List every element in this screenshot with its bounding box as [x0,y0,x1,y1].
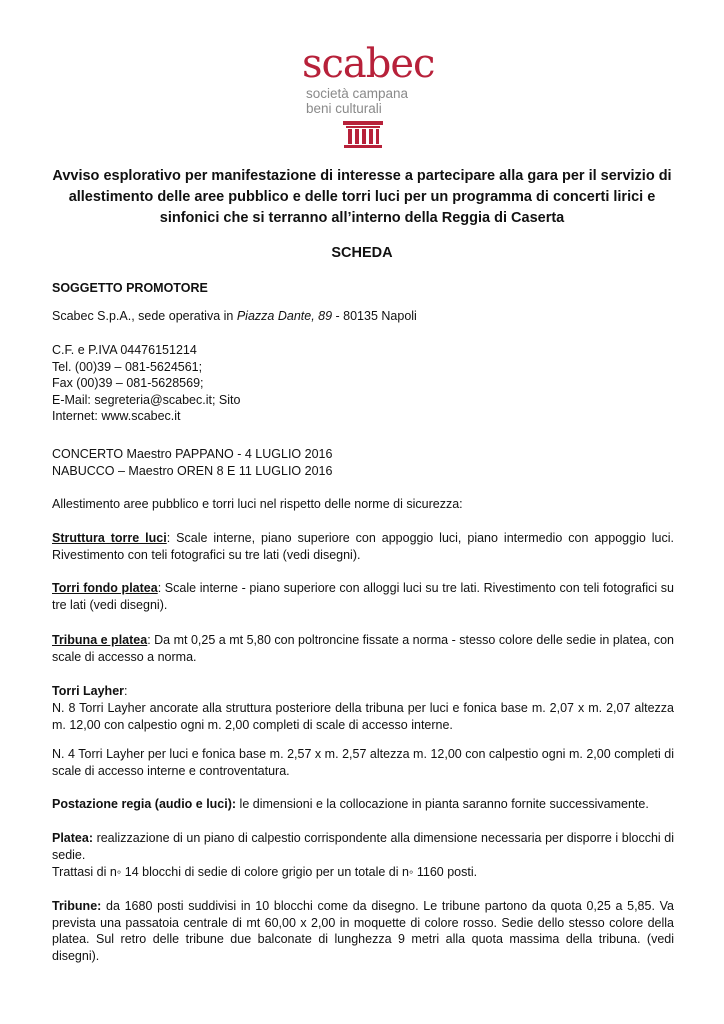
platea-paragraph: Platea: realizzazione di un piano di calpestio corrispondente alla dimensione necessaria per disporre i blocchi di sedie. [52,831,674,862]
column-icon [342,120,384,148]
scheda-heading: SCHEDA [331,245,393,261]
contacts-block [52,342,674,425]
regia-paragraph: Postazione regia (audio e luci): le dimensioni e la collocazione in pianta saranno fornite successivamente. [52,797,649,811]
torri-fondo-paragraph: Torri fondo platea: Scale interne - piano superiore con alloggi luci su tre lati. Rivestimento con teli fotografici su tre lati (vedi disegni). [52,581,675,612]
struttura-paragraph: Struttura torre luci: Scale interne, piano superiore con appoggio luci, piano intermedio con appoggio luci. Rivestimento con teli fotografici su tre lati (vedi disegni). [52,531,674,562]
layher-paragraph-2: N. 4 Torri Layher per luci e fonica base m. 2,57 x m. 2,57 altezza m. 12,00 con calpestio ogni m. 2,00 completi di scale di accesso interne e controventatura. [52,747,674,778]
logo-tagline-2: beni culturali [306,101,382,116]
tribuna-paragraph: Tribuna e platea: Da mt 0,25 a mt 5,80 con poltroncine fissate a norma - stesso colore delle sedie in platea, con scale di accesso a norma. [52,633,674,664]
contact-line: E-Mail: segreteria@scabec.it; Sito [52,392,241,407]
soggetto-heading: SOGGETTO PROMOTORE [52,281,208,295]
logo-wordmark: scabec [302,41,435,87]
contact-line: Tel. (00)39 – 081-5624561; [52,359,203,374]
platea-line-2: Trattasi di n◦ 14 blocchi di sedie di colore grigio per un totale di n◦ 1160 posti. [52,865,478,879]
layher-heading: Torri Layher: [52,684,128,698]
tribune-paragraph: Tribune: da 1680 posti suddivisi in 10 blocchi come da disegno. Le tribune partono da quota 0,25 a 5,85. Va prevista una passatoia centrale di mt 60,00 x 2,00 in moquette di colore rosso. Sedie dello stesso colore della platea. Sul retro delle tribune due balconate di lunghezza 9 metri alla quota massima della tribuna. (vedi disegni). [52,899,674,963]
layher-paragraph-1: N. 8 Torri Layher ancorate alla struttura posteriore della tribuna per luci e fonica base m. 2,07 x m. 2,07 altezza m. 12,00 con calpestio ogni m. 2,00 completi di scale di accesso interne. [52,701,674,732]
logo-tagline-1: società campana [306,86,409,101]
document-title: Avviso esplorativo per manifestazione di interesse a partecipare alla gara per il servizio di allestimento delle aree pubblico e delle torri luci per un programma di concerti lirici e sinfonici che si terranno all’interno della Reggia di Caserta [52,168,672,226]
scabec-logo [302,41,435,150]
concert-line: CONCERTO Maestro PAPPANO - 4 LUGLIO 2016 [52,447,333,461]
contact-line: Fax (00)39 – 081-5628569; [52,376,204,391]
address-line: Scabec S.p.A., sede operativa in Piazza Dante, 89 - 80135 Napoli [52,309,417,323]
allestimento-intro: Allestimento aree pubblico e torri luci nel rispetto delle norme di sicurezza: [52,497,463,511]
contact-line: C.F. e P.IVA 04476151214 [52,343,197,357]
contact-line: Internet: www.scabec.it [52,409,181,424]
concert-line: NABUCCO – Maestro OREN 8 E 11 LUGLIO 2016 [52,463,333,478]
concerts-block [52,446,674,479]
